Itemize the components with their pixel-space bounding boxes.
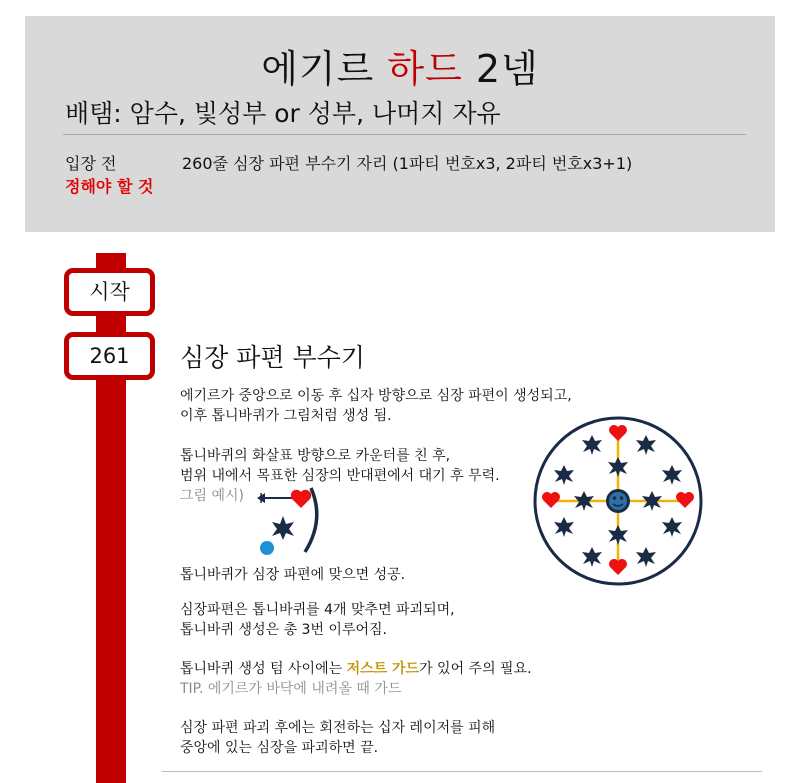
arrow-left-icon [257,493,295,503]
pre-entry-label [65,152,153,198]
timeline-step-tag: 261 [64,332,155,380]
title-difficulty: 하드 [387,47,463,91]
player-dot-icon [260,541,274,555]
paragraph-6-line1: 심장 파편 파괴 후에는 회전하는 십자 레이저를 피해 [180,720,496,736]
paragraph-2-line2: 범위 내에서 목표한 심장의 반대편에서 대기 후 무력. [180,468,500,484]
pre-entry-label-line2: 정해야 할 것 [65,177,154,196]
pre-entry-label-line1: 입장 전 [65,154,117,173]
paragraph-3: 톱니바퀴가 심장 파편에 맞으면 성공. [180,567,406,583]
paragraph-5-text: 톱니바퀴 생성 텀 사이에는 [180,661,347,677]
paragraph-2-line1: 톱니바퀴의 화살표 방향으로 카운터를 친 후, [180,448,451,464]
section-title: 심장 파편 부수기 [180,343,365,372]
paragraph-4-line1: 심장파편은 톱니바퀴를 4개 맞추면 파괴되며, [180,602,455,618]
paragraph-5-text-end: 가 있어 주의 필요. [419,661,532,677]
just-guard-highlight: 저스트 가드 [346,661,420,677]
paragraph-1-line1: 에기르가 중앙으로 이동 후 십자 방향으로 심장 파편이 생성되고, [180,388,572,404]
paragraph-6 [180,718,495,758]
paragraph-5 [180,659,532,699]
paragraph-1-line2: 이후 톱니바퀴가 그림처럼 생성 됨. [180,408,392,424]
title-suffix: 2넴 [462,47,539,91]
paragraph-5-line1 [180,659,532,679]
example-diagram [245,480,335,560]
boss-icon [606,489,630,513]
header-panel [25,16,775,232]
header-divider [63,134,746,135]
pre-entry-text: 260줄 심장 파편 부수기 자리 (1파티 번호x3, 2파티 번호x3+1) [182,154,633,173]
heart-icon [291,490,311,508]
title-prefix: 에기르 [261,47,388,91]
page-title [25,38,775,93]
paragraph-1 [180,386,572,426]
paragraph-4-line2: 톱니바퀴 생성은 총 3번 이루어짐. [180,622,387,638]
example-label: 그림 예시) [180,488,245,504]
paragraph-4 [180,600,455,640]
arena-diagram [530,413,706,589]
tip-text: TIP. 에기르가 바닥에 내려올 때 가드 [180,681,402,697]
section-divider [162,771,762,772]
paragraph-2 [180,446,500,506]
timeline-start-tag: 시작 [64,268,155,316]
gear-icon [272,516,294,540]
page-subtitle: 배탬: 암수, 빛성부 or 성부, 나머지 자유 [65,99,501,128]
paragraph-6-line2: 중앙에 있는 심장을 파괴하면 끝. [180,740,379,756]
